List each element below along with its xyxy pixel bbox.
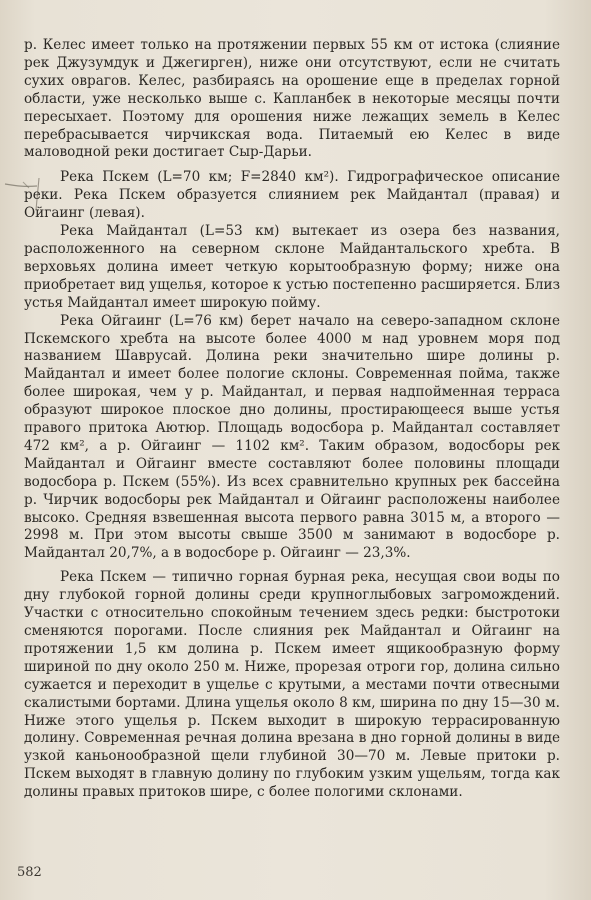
paragraph-pskem-intro: Река Пскем (L=70 км; F=2840 км²). Гидрографическое описание реки. Река Пскем образуется слиянием рек Майдантал (правая) и Ойгаинг (левая). <box>24 169 560 222</box>
paragraph-pskem-description: Река Пскем — типично горная бурная река, несущая свои воды по дну глубокой горной долины среди крупноглыбовых загромождений. Участки с относительно спокойным течением здесь редки: быстротоки сменяются порогами. После слияния рек Майдантал и Ойгаинг на протяжении 1,5 км долина р. Пскем имеет ящикообразную форму шириной по дну около 250 м. Ниже, прорезая отроги гор, долина сильно сужается и переходит в ущелье с крутыми, а местами почти отвесными скалистыми бортами. Длина ущелья около 8 км, ширина по дну 15—30 м. Ниже этого ущелья р. Пскем выходит в широкую террасированную долину. Современная речная долина врезана в дно горной долины в виде узкой каньонообразной щели глубиной 30—70 м. Левые притоки р. Пскем выходят в главную долину по глубоким узким ущельям, тогда как долины правых притоков шире, с более пологими склонами. <box>24 569 560 801</box>
main-text <box>24 37 560 802</box>
paragraph-keles: р. Келес имеет только на протяжении первых 55 км от истока (слияние рек Джузумдук и Джегирген), ниже они отсутствуют, если не считать сухих оврагов. Келес, разбираясь на орошение еще в пределах горной области, уже несколько выше с. Капланбек в некоторые месяцы почти пересыхает. Поэтому для орошения ниже лежащих земель в Келес перебрасывается чирчикская вода. Питаемый ею Келес в виде маловодной реки достигает Сыр-Дарьи. <box>24 37 560 161</box>
page-number: 582 <box>17 865 42 880</box>
paragraph-maidantal: Река Майдантал (L=53 км) вытекает из озера без названия, расположенного на северном склоне Майдантальского хребта. В верховьях долина имеет четкую корытообразную форму; ниже она приобретает вид ущелья, которое к устью постепенно расширяется. Близ устья Майдантал имеет широкую пойму. <box>24 223 560 311</box>
paragraph-oigaing: Река Ойгаинг (L=76 км) берет начало на северо-западном склоне Пскемского хребта на высоте более 4000 м над уровнем моря под названием Шаврусай. Долина реки значительно шире долины р. Майдантал и имеет более пологие склоны. Современная пойма, также более широкая, чем у р. Майдантал, и первая надпойменная терраса образуют широкое плоское дно долины, простирающееся выше устья правого притока Аютюр. Площадь водосбора р. Майдантал составляет 472 км², а р. Ойгаинг — 1102 км². Таким образом, водосборы рек Майдантал и Ойгаинг вместе составляют более половины площади водосбора р. Пскем (55%). Из всех сравнительно крупных рек бассейна р. Чирчик водосборы рек Майдантал и Ойгаинг расположены наиболее высоко. Средняя взвешенная высота первого равна 3015 м, а второго — 2998 м. При этом высоты свыше 3500 м занимают в водосборе р. Майдантал 20,7%, а в водосборе р. Ойгаинг — 23,3%. <box>24 312 560 562</box>
